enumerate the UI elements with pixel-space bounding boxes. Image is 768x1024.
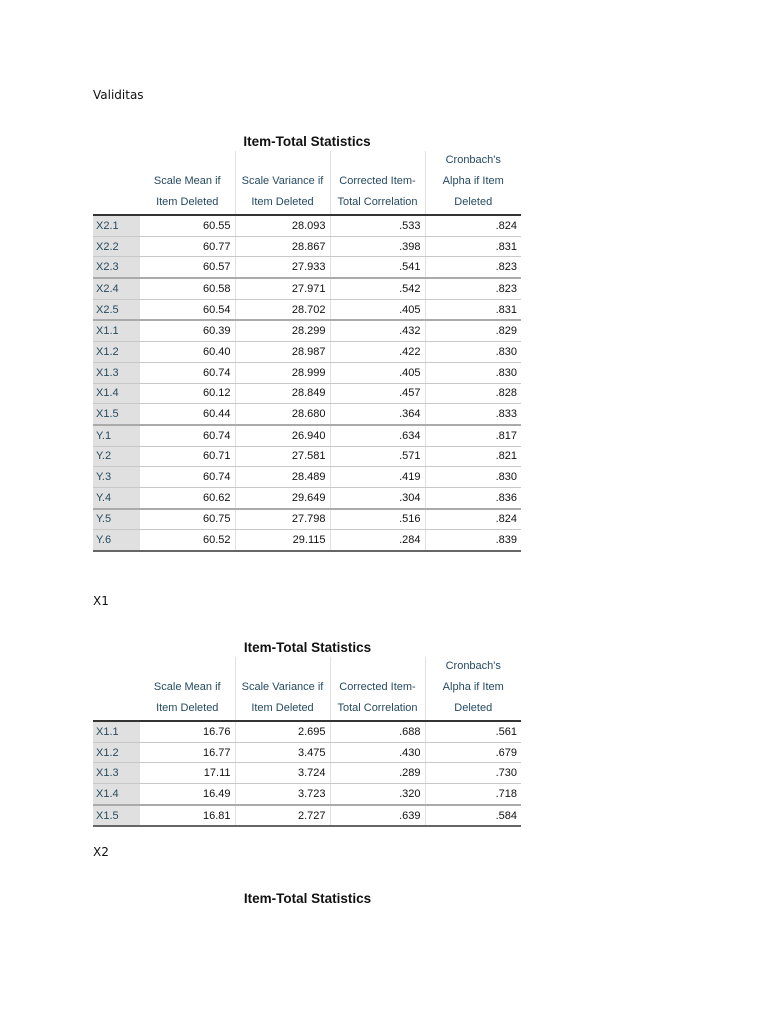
item-total-statistics-table-x2: [93, 890, 521, 908]
cell-value: .419: [330, 467, 425, 488]
header-alpha-line1: Cronbach's: [425, 657, 521, 678]
header-alpha-line3: Deleted: [425, 193, 521, 215]
row-label: X1.3: [93, 362, 140, 383]
cell-value: .541: [330, 257, 425, 278]
cell-value: .817: [425, 425, 521, 446]
item-total-statistics-table-validitas: [93, 133, 521, 552]
cell-value: 28.299: [235, 320, 330, 341]
cell-value: 60.52: [140, 530, 235, 551]
table-title: Item-Total Statistics: [243, 891, 372, 906]
cell-value: .718: [425, 784, 521, 805]
cell-value: .639: [330, 805, 425, 827]
row-label: X1.2: [93, 342, 140, 363]
header-scale-variance-line2: Item Deleted: [235, 193, 330, 215]
cell-value: 16.76: [140, 721, 235, 742]
cell-value: .405: [330, 299, 425, 320]
cell-value: .833: [425, 404, 521, 425]
row-label: X1.1: [93, 320, 140, 341]
table-row: [93, 320, 521, 341]
table-row: [93, 299, 521, 320]
cell-value: .284: [330, 530, 425, 551]
header-corrected-line1: Corrected Item-: [330, 172, 425, 193]
cell-value: .688: [330, 721, 425, 742]
cell-value: 60.12: [140, 383, 235, 404]
cell-value: .422: [330, 342, 425, 363]
header-corrected-line1: Corrected Item-: [330, 678, 425, 699]
cell-value: 3.475: [235, 742, 330, 763]
header-scale-variance-line1: Scale Variance if: [235, 172, 330, 193]
table-row: [93, 383, 521, 404]
cell-value: .831: [425, 236, 521, 257]
cell-value: 17.11: [140, 763, 235, 784]
cell-value: .679: [425, 742, 521, 763]
cell-value: .830: [425, 362, 521, 383]
header-scale-variance-line2: Item Deleted: [235, 699, 330, 721]
cell-value: 60.39: [140, 320, 235, 341]
row-label: X1.3: [93, 763, 140, 784]
row-label: X2.4: [93, 278, 140, 299]
cell-value: 60.62: [140, 487, 235, 508]
cell-value: .304: [330, 487, 425, 508]
cell-value: 27.971: [235, 278, 330, 299]
row-label: X1.1: [93, 721, 140, 742]
cell-value: 60.75: [140, 509, 235, 530]
cell-value: .561: [425, 721, 521, 742]
cell-value: .830: [425, 467, 521, 488]
cell-value: 28.680: [235, 404, 330, 425]
header-scale-mean-line1: Scale Mean if: [153, 681, 221, 693]
table-row: [93, 784, 521, 805]
row-label: Y.2: [93, 446, 140, 467]
cell-value: .405: [330, 362, 425, 383]
cell-value: .828: [425, 383, 521, 404]
cell-value: 28.849: [235, 383, 330, 404]
row-label: X1.2: [93, 742, 140, 763]
table-title: Item-Total Statistics: [243, 640, 372, 655]
table-row: [93, 721, 521, 742]
header-scale-mean-line1: Scale Mean if: [153, 175, 221, 187]
cell-value: .584: [425, 805, 521, 827]
cell-value: 60.58: [140, 278, 235, 299]
row-label: X1.5: [93, 805, 140, 827]
cell-value: .836: [425, 487, 521, 508]
cell-value: .824: [425, 509, 521, 530]
row-label: X2.2: [93, 236, 140, 257]
cell-value: 27.798: [235, 509, 330, 530]
row-label: X2.5: [93, 299, 140, 320]
cell-value: 29.115: [235, 530, 330, 551]
cell-value: 28.867: [235, 236, 330, 257]
cell-value: 16.77: [140, 742, 235, 763]
row-label: Y.4: [93, 487, 140, 508]
header-alpha-line2: Alpha if Item: [425, 172, 521, 193]
cell-value: 60.40: [140, 342, 235, 363]
cell-value: 60.77: [140, 236, 235, 257]
row-label: X1.4: [93, 383, 140, 404]
table-row: [93, 278, 521, 299]
cell-value: .289: [330, 763, 425, 784]
table-title: Item-Total Statistics: [243, 134, 371, 149]
table-row: [93, 446, 521, 467]
table-row: [93, 467, 521, 488]
header-alpha-line1: Cronbach's: [425, 151, 521, 172]
cell-value: 27.933: [235, 257, 330, 278]
row-label: Y.6: [93, 530, 140, 551]
stats-table: [93, 151, 521, 552]
cell-value: .829: [425, 320, 521, 341]
cell-value: .457: [330, 383, 425, 404]
section-label-x2: X2: [93, 845, 109, 859]
cell-value: .432: [330, 320, 425, 341]
section-label-x1: X1: [93, 594, 109, 608]
cell-value: .830: [425, 342, 521, 363]
cell-value: .364: [330, 404, 425, 425]
cell-value: .634: [330, 425, 425, 446]
row-label: X2.1: [93, 215, 140, 236]
cell-value: .320: [330, 784, 425, 805]
table-row: [93, 236, 521, 257]
cell-value: 3.724: [235, 763, 330, 784]
cell-value: .730: [425, 763, 521, 784]
section-label-validitas: Validitas: [93, 88, 144, 102]
row-label: X1.5: [93, 404, 140, 425]
table-row: [93, 742, 521, 763]
cell-value: 60.71: [140, 446, 235, 467]
cell-value: 26.940: [235, 425, 330, 446]
row-label: Y.3: [93, 467, 140, 488]
table-row: [93, 257, 521, 278]
cell-value: 16.49: [140, 784, 235, 805]
table-row: [93, 509, 521, 530]
table-row: [93, 487, 521, 508]
cell-value: 60.74: [140, 362, 235, 383]
table-row: [93, 342, 521, 363]
header-corrected-line2: Total Correlation: [330, 193, 425, 215]
cell-value: 2.727: [235, 805, 330, 827]
stats-table: [93, 657, 521, 827]
cell-value: 27.581: [235, 446, 330, 467]
item-total-statistics-table-x1: [93, 639, 521, 827]
cell-value: .571: [330, 446, 425, 467]
cell-value: 60.54: [140, 299, 235, 320]
table-row: [93, 215, 521, 236]
header-alpha-line3: Deleted: [425, 699, 521, 721]
table-row: [93, 530, 521, 551]
cell-value: .839: [425, 530, 521, 551]
header-alpha-line2: Alpha if Item: [425, 678, 521, 699]
cell-value: 2.695: [235, 721, 330, 742]
cell-value: .823: [425, 257, 521, 278]
row-label: Y.1: [93, 425, 140, 446]
cell-value: 28.999: [235, 362, 330, 383]
cell-value: .831: [425, 299, 521, 320]
cell-value: 3.723: [235, 784, 330, 805]
cell-value: 28.093: [235, 215, 330, 236]
cell-value: .533: [330, 215, 425, 236]
cell-value: .430: [330, 742, 425, 763]
table-row: [93, 763, 521, 784]
cell-value: 28.489: [235, 467, 330, 488]
cell-value: .821: [425, 446, 521, 467]
cell-value: .823: [425, 278, 521, 299]
cell-value: 28.987: [235, 342, 330, 363]
table-row: [93, 425, 521, 446]
cell-value: 60.55: [140, 215, 235, 236]
cell-value: .516: [330, 509, 425, 530]
cell-value: 60.74: [140, 425, 235, 446]
row-label: X1.4: [93, 784, 140, 805]
header-corrected-line2: Total Correlation: [330, 699, 425, 721]
header-scale-variance-line1: Scale Variance if: [235, 678, 330, 699]
cell-value: 16.81: [140, 805, 235, 827]
table-row: [93, 404, 521, 425]
row-label: Y.5: [93, 509, 140, 530]
table-row: [93, 805, 521, 827]
cell-value: .824: [425, 215, 521, 236]
cell-value: .398: [330, 236, 425, 257]
cell-value: 60.57: [140, 257, 235, 278]
table-row: [93, 362, 521, 383]
cell-value: .542: [330, 278, 425, 299]
cell-value: 60.44: [140, 404, 235, 425]
cell-value: 29.649: [235, 487, 330, 508]
header-scale-mean-line2: Item Deleted: [140, 699, 235, 721]
header-scale-mean-line2: Item Deleted: [140, 193, 235, 215]
row-label: X2.3: [93, 257, 140, 278]
cell-value: 60.74: [140, 467, 235, 488]
cell-value: 28.702: [235, 299, 330, 320]
